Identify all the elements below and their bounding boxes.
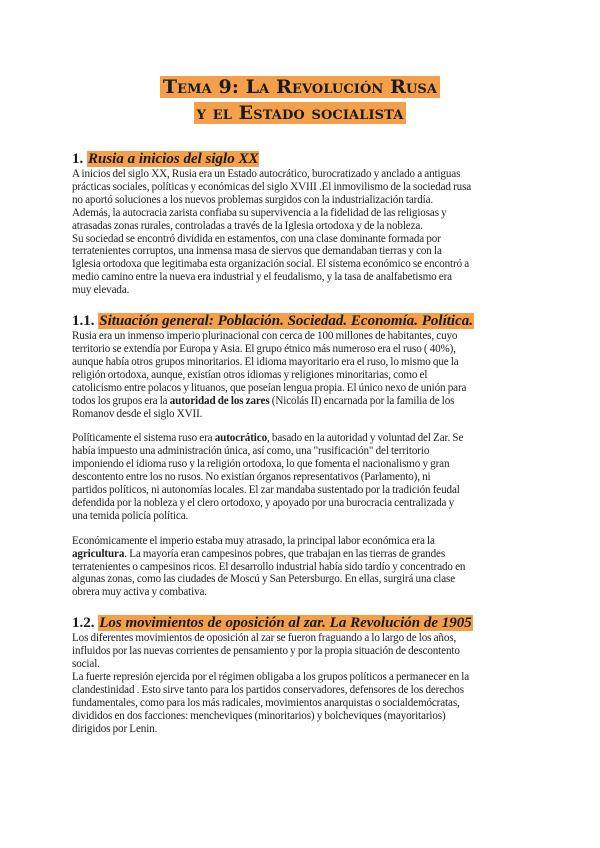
- section-heading-1: 1. Rusia a inicios del siglo XX: [72, 151, 259, 167]
- text-line: clandestinidad . Esto sirve tanto para los partidos conservadores, defensores de los derechos: [72, 683, 464, 696]
- text-line: A inicios del siglo XX, Rusia era un Estado autocrático, burocratizado y anclado a antiguas: [72, 168, 461, 180]
- text-line: social.: [72, 658, 100, 671]
- text-line: religión ortodoxa, aunque, existían otros idiomas y religiones minoritarias, como el: [72, 368, 428, 381]
- text-line: territorio se extendía por Europa y Asia. El grupo étnico más numeroso era el ruso ( 40%),: [72, 342, 456, 355]
- text-line: agricultura. La mayoría eran campesinos pobres, que trabajan en las tierras de grandes: [72, 547, 446, 560]
- title-line-2: y el Estado socialista: [194, 102, 407, 124]
- text-line: descontento entre los no rusos. No existían órganos representativos (Parlamento), ni: [72, 471, 431, 484]
- document-body: [72, 150, 527, 736]
- text-line: divididos en dos facciones: mencheviques (minoritarios) y bolcheviques (mayoritarios): [72, 709, 446, 722]
- section-1-1-paragraph-1: [72, 330, 527, 420]
- text-line: no aportó soluciones a los nuevos problemas surgidos con la industrialización tardía.: [72, 193, 434, 206]
- text-line: prácticas sociales, políticas y económicas del siglo XVIII .El inmovilismo de la sociedad rusa: [72, 180, 472, 193]
- text-line: terratenientes o campesinos ricos. El desarrollo industrial había sido tardío y concentrado en: [72, 560, 466, 573]
- bold-term: agricultura: [72, 547, 125, 560]
- text-line: algunas zonas, como las ciudades de Moscú y San Petersburgo. En ellas, surgirá una clase: [72, 573, 456, 586]
- text-line: dirigidos por Lenin.: [72, 722, 158, 735]
- text-line: Romanov desde el siglo XVII.: [72, 407, 203, 420]
- document-title: [0, 76, 600, 124]
- section-heading-1-2: 1.2. Los movimientos de oposición al zar. La Revolución de 1905: [72, 615, 472, 632]
- section-heading-1-1-text: Situación general: Población. Sociedad. Economía. Política.: [99, 313, 473, 330]
- text-line: Rusia era un inmenso imperio plurinacional con cerca de 100 millones de habitantes, cuyo: [72, 330, 458, 343]
- text-line: La fuerte represión ejercida por el régimen obligaba a los grupos políticos a permanecer en la: [72, 671, 470, 683]
- text-line: obrera muy activa y combativa.: [72, 586, 207, 599]
- text-line: Además, la autocracia zarista confiaba su supervivencia a la fidelidad de las religiosas y: [72, 206, 447, 219]
- text-line: fundamentales, como para los más radicales, movimientos anarquistas o socialdemócratas,: [72, 696, 460, 709]
- section-1-paragraph: [72, 168, 527, 297]
- text-line: Los diferentes movimientos de oposición al zar se fueron fraguando a lo largo de los años,: [72, 632, 457, 645]
- text-line: influidos por las nuevas corrientes de pensamiento y por la propia situación de descontento: [72, 645, 460, 658]
- text-line: Políticamente el sistema ruso era autocrático, basado en la autoridad y voluntad del Zar. Se: [72, 432, 464, 445]
- text-line: medio camino entre la nueva era industrial y el feudalismo, y la tasa de analfabetismo era: [72, 271, 452, 284]
- text-line: todos los grupos era la autoridad de los zares (Nicolás II) encarnada por la familia de los: [72, 394, 455, 407]
- section-1-2-paragraph: [72, 632, 527, 735]
- text-line: imponiendo el idioma ruso y la religión ortodoxa, lo que fomenta el nacionalismo y gran: [72, 458, 450, 471]
- text-line: Su sociedad se encontró dividida en estamentos, con una clase dominante formada por: [72, 232, 441, 245]
- text-line: muy elevada.: [72, 284, 130, 297]
- text-line: Iglesia ortodoxa que legitimaba esta organización social. El sistema económico se encontró a: [72, 258, 470, 271]
- text-line: atrasadas zonas rurales, controladas a través de la Iglesia ortodoxa y de la nobleza.: [72, 219, 423, 232]
- text-line: terratenientes corruptos, una inmensa masa de siervos que demandaban tierras y con la: [72, 245, 442, 258]
- title-line-1: Tema 9: La Revolución Rusa: [160, 76, 440, 98]
- section-1-1-paragraph-3: [72, 535, 527, 600]
- text-line: defendida por la nobleza y el clero ortodoxo, y apoyado por una burocracia centralizada y: [72, 496, 454, 509]
- bold-term: autocrático: [214, 432, 267, 445]
- bold-term: autoridad de los zares: [169, 394, 270, 407]
- text-line: había impuesto una administración única, así como, una "rusificación" del territorio: [72, 445, 430, 458]
- text-line: una temida policía política.: [72, 509, 189, 522]
- section-heading-1-2-text: Los movimientos de oposición al zar. La Revolución de 1905: [99, 615, 472, 632]
- section-heading-1-1: 1.1. Situación general: Población. Sociedad. Economía. Política.: [72, 313, 473, 330]
- text-line: aunque había otros grupos minoritarios. El idioma mayoritario era el ruso, lo mismo que la: [72, 355, 459, 368]
- text-line: partidos políticos, ni autonomías locales. El zar mandaba sustentado por la tradición feudal: [72, 484, 460, 497]
- section-1-1-paragraph-2: [72, 432, 527, 522]
- section-heading-1-text: Rusia a inicios del siglo XX: [88, 151, 259, 167]
- text-line: Económicamente el imperio estaba muy atrasado, la principal labor económica era la: [72, 534, 435, 547]
- text-line: catolicismo entre polacos y lituanos, que poseían lengua propia. El único nexo de unión para: [72, 381, 467, 394]
